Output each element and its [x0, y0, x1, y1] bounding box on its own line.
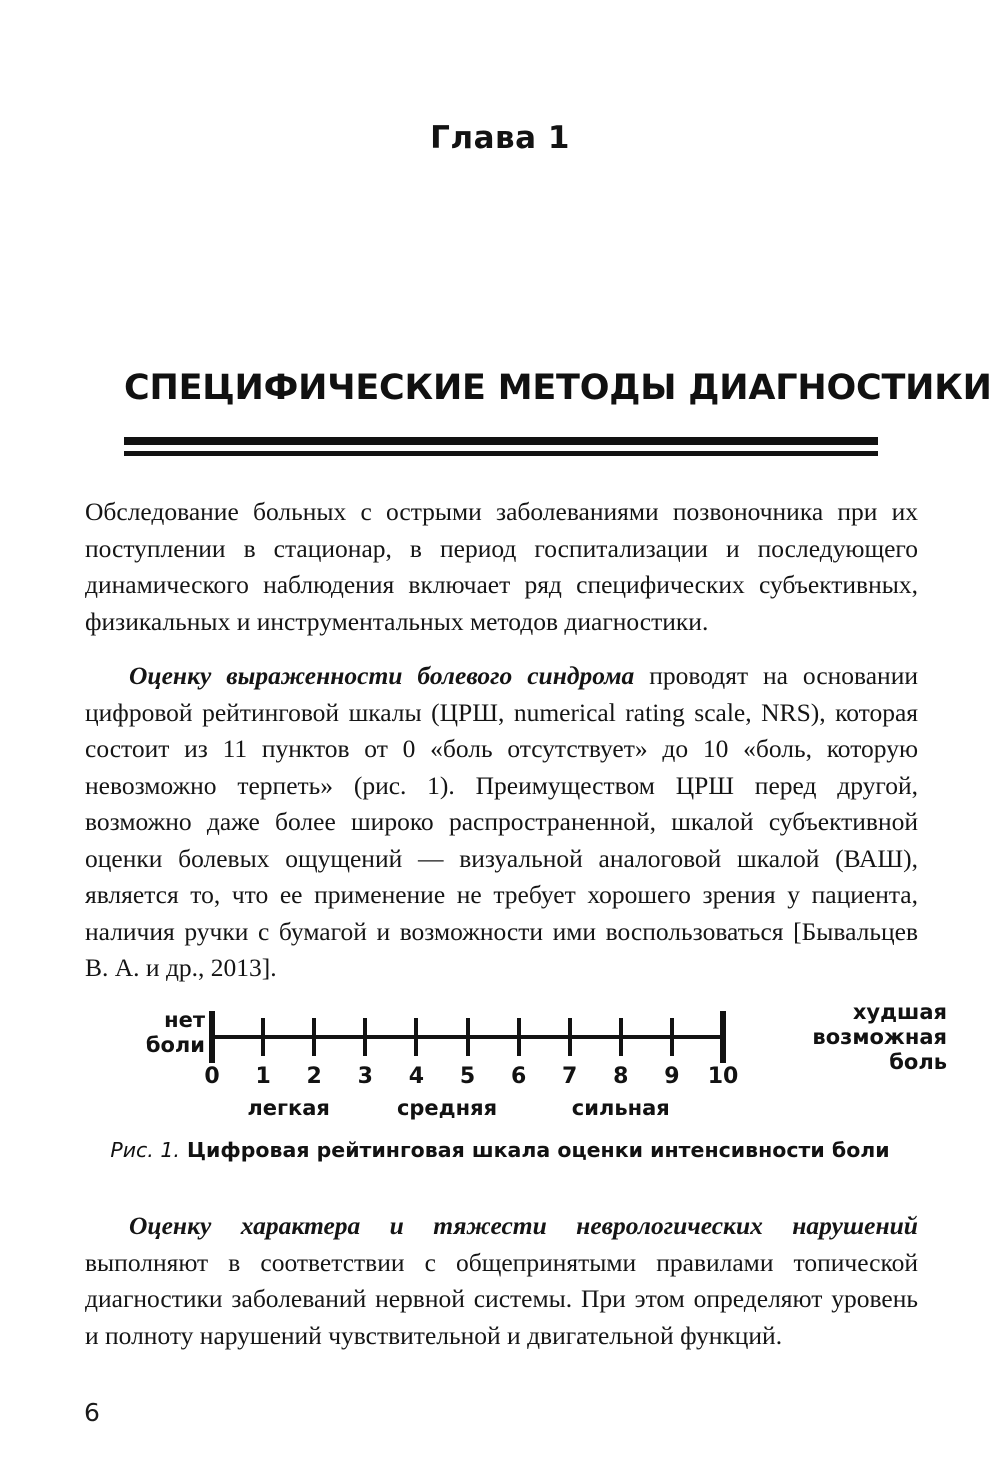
paragraph-neuro-assessment-rest: выполняют в соответствии с общепринятыми правилами топической диагностики заболеваний нервной системы. При этом определяют уровень и полноту нарушений чувствительной и двигательной функций. — [85, 1247, 918, 1350]
paragraph-neuro-assessment — [85, 1208, 918, 1354]
scale-number-0: 0 — [204, 1064, 220, 1089]
scale-tick — [363, 1018, 367, 1056]
scale-tick — [312, 1018, 316, 1056]
paragraph-pain-assessment — [85, 658, 918, 987]
page-number: 6 — [84, 1398, 100, 1427]
scale-tick — [466, 1018, 470, 1056]
paragraph-pain-assessment-text — [85, 658, 918, 987]
scale-number-3: 3 — [357, 1064, 373, 1089]
figure-caption-number: Рис. 1. — [110, 1138, 180, 1162]
figure-caption-text: Цифровая рейтинговая шкала оценки интенсивности боли — [179, 1138, 890, 1162]
scale-anchor-right-line-2: возможная — [812, 1025, 947, 1049]
scale-number-5: 5 — [459, 1064, 476, 1089]
heading-rule-group — [124, 437, 878, 456]
scale-number-10: 10 — [707, 1064, 739, 1089]
scale-tick — [619, 1018, 623, 1056]
scale-band-label: сильная — [571, 1096, 670, 1120]
chapter-label: Глава 1 — [430, 120, 570, 156]
heading-rule-thin — [124, 451, 878, 456]
scale-endpoint-tick — [209, 1011, 215, 1063]
scale-tick — [670, 1018, 674, 1056]
scale-tick — [261, 1018, 265, 1056]
scale-number-9: 9 — [664, 1064, 680, 1089]
nrs-scale-graphic — [0, 998, 1000, 1118]
scale-number-8: 8 — [613, 1064, 629, 1089]
scale-endpoint-tick — [720, 1011, 726, 1063]
figure-nrs-scale — [0, 998, 1000, 1118]
scale-band-labels — [0, 1096, 1000, 1124]
scale-anchor-left — [40, 1008, 205, 1058]
scale-anchor-left-line-1: нет — [164, 1008, 205, 1032]
paragraph-intro-text: Обследование больных с острыми заболеваниями позвоночника при их поступлении в стационар, в период госпитализации и последующего динамического наблюдения включает ряд специфических субъективных, физикальных и инструментальных методов диагностики. — [85, 497, 918, 636]
scale-band-label: легкая — [247, 1096, 330, 1120]
emphasis-pain-assessment: Оценку выраженности болевого синдрома — [129, 661, 635, 690]
scale-number-1: 1 — [255, 1064, 271, 1089]
figure-caption — [0, 1138, 1000, 1162]
heading-rule-thick — [124, 437, 878, 445]
scale-tick — [414, 1018, 418, 1056]
paragraph-intro — [85, 494, 918, 640]
scale-anchor-right-line-3: боль — [889, 1050, 947, 1074]
scale-tick — [517, 1018, 521, 1056]
scale-number-6: 6 — [510, 1064, 527, 1089]
scale-number-2: 2 — [306, 1064, 322, 1089]
scale-anchor-right-line-1: худшая — [852, 1000, 947, 1024]
scale-tick — [568, 1018, 572, 1056]
scale-number-7: 7 — [562, 1064, 578, 1089]
section-heading: СПЕЦИФИЧЕСКИЕ МЕТОДЫ ДИАГНОСТИКИ — [124, 368, 992, 408]
scale-anchor-left-line-2: боли — [145, 1033, 205, 1057]
scale-number-4: 4 — [408, 1064, 425, 1089]
emphasis-neuro-assessment: Оценку характера и тяжести неврологических нарушений — [129, 1211, 918, 1240]
paragraph-neuro-assessment-text — [85, 1208, 918, 1354]
paragraph-pain-assessment-rest: проводят на основании цифровой рейтинговой шкалы (ЦРШ, numerical rating scale, NRS), которая состоит из 11 пунктов от 0 «боль отсутствует» до 10 «боль, которую невозможно терпеть» (рис. 1). Преимуществом ЦРШ перед другой, возможно даже более широко распространенной, шкалой субъективной оценки болевых ощущений — визуальной аналоговой шкалой (ВАШ), является то, что ее применение не требует хорошего зрения у пациента, наличия ручки с бумагой и возможности ими воспользоваться [Бывальцев В. А. и др., 2013]. — [85, 661, 918, 982]
scale-band-label: средняя — [396, 1096, 498, 1120]
scale-number-labels — [0, 1064, 1000, 1092]
